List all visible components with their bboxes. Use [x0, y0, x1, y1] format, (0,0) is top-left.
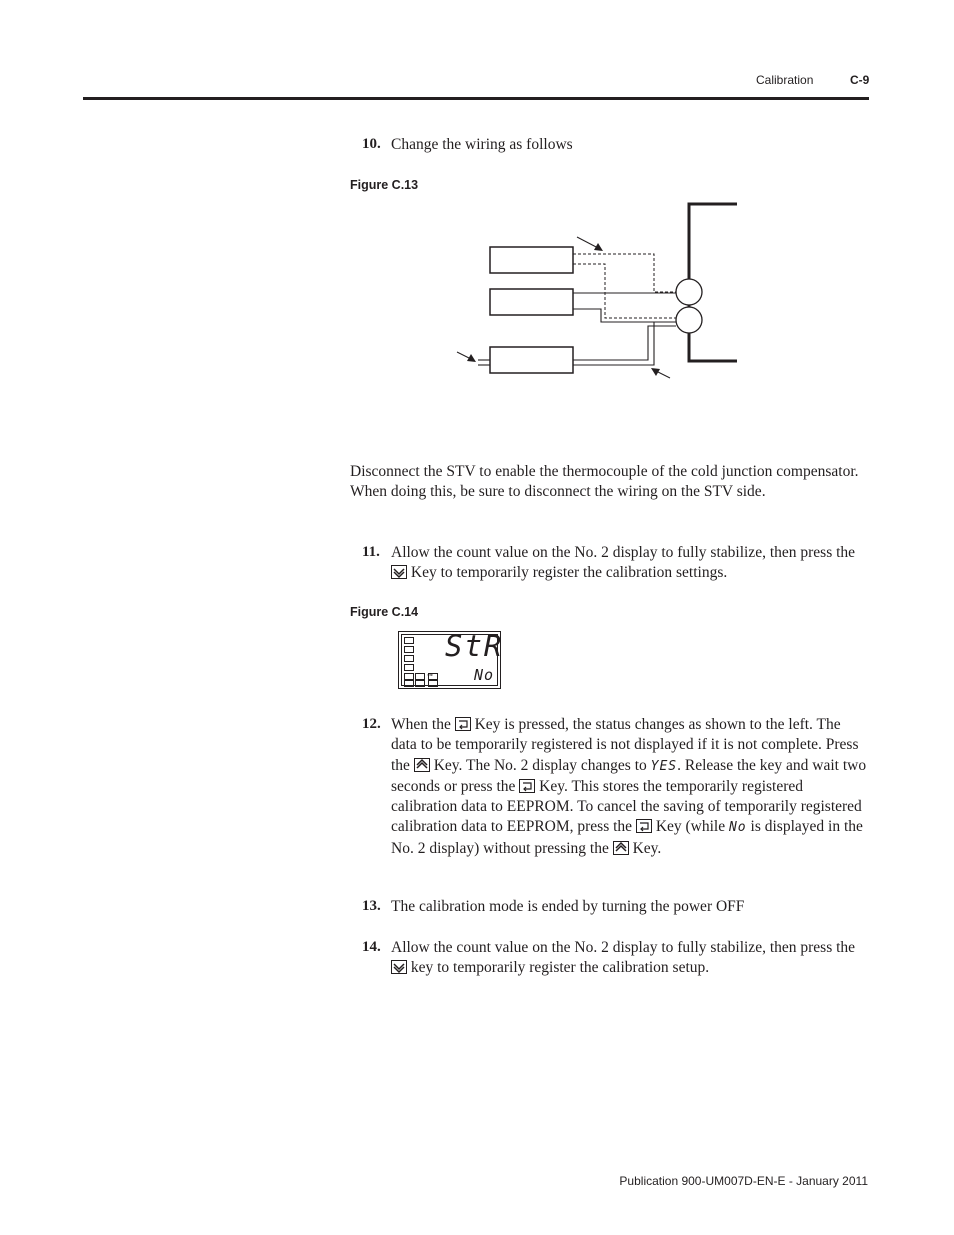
- step-11-text: Allow the count value on the No. 2 display to fully stabilize, then press the Key to temporarily register the calibration settings.: [391, 544, 856, 582]
- dashed-wire-2: [573, 264, 676, 318]
- mode-key-icon: [455, 717, 471, 731]
- key-lock-icon: ⊸: [427, 671, 433, 679]
- dashed-wire-1: [573, 254, 676, 292]
- mode-key-icon: [519, 779, 535, 793]
- step-12-text: When the Key is pressed, the status changes as shown to the left. The data to be temporarily registered is not displayed if it is not complete. Press the Key. The No. 2 display changes to YES. Release the key and wait two seconds or press the Key. This stores the temporarily registered calibration data to EEPROM. To cancel the saving of temporarily registered calibration data to EEPROM, press the Key (while No is displayed in the No. 2 display) without pressing the Key.: [391, 716, 867, 857]
- down-key-icon: [391, 565, 407, 579]
- step-14-text: Allow the count value on the No. 2 display to fully stabilize, then press the key to temporarily register the calibration setup.: [391, 939, 856, 977]
- down-key-icon: [391, 960, 407, 974]
- terminal-upper: [676, 279, 702, 305]
- step-13-number: 13.: [362, 898, 381, 914]
- mode-key-icon: [636, 819, 652, 833]
- step-12-number: 12.: [362, 716, 381, 732]
- step-10-text: Change the wiring as follows: [391, 136, 573, 153]
- running-header-section: Calibration: [756, 73, 814, 87]
- figure-c14-caption: Figure C.14: [350, 605, 419, 619]
- device-box-top: [490, 247, 573, 273]
- up-key-icon: [414, 758, 430, 772]
- controller-display: [398, 629, 504, 689]
- page-number: C-9: [850, 73, 870, 87]
- display-no1: StR: [445, 629, 504, 663]
- step-11-number: 11.: [362, 544, 380, 560]
- device-box-middle: [490, 289, 573, 315]
- display-no2: No: [474, 666, 495, 684]
- terminal-lower: [676, 307, 702, 333]
- no-display-text: No: [728, 820, 747, 836]
- device-box-bottom: [490, 347, 573, 373]
- up-key-icon: [613, 841, 629, 855]
- wiring-diagram: [440, 195, 750, 395]
- figure-c13-caption: Figure C.13: [350, 178, 419, 192]
- wire-bottom-1: [573, 326, 676, 360]
- disconnect-paragraph: Disconnect the STV to enable the thermocouple of the cold junction compensator. When doing this, be sure to disconnect the wiring on the STV side.: [350, 463, 859, 501]
- wire-bottom-2: [573, 322, 654, 365]
- yes-display-text: YES: [650, 758, 678, 774]
- step-10-number: 10.: [362, 136, 381, 152]
- publication-footer: Publication 900-UM007D-EN-E - January 2011: [619, 1174, 868, 1188]
- step-14-number: 14.: [362, 939, 381, 955]
- header-rule: [83, 97, 869, 100]
- wire-middle-2: [573, 309, 676, 322]
- step-13-text: The calibration mode is ended by turning the power OFF: [391, 898, 745, 915]
